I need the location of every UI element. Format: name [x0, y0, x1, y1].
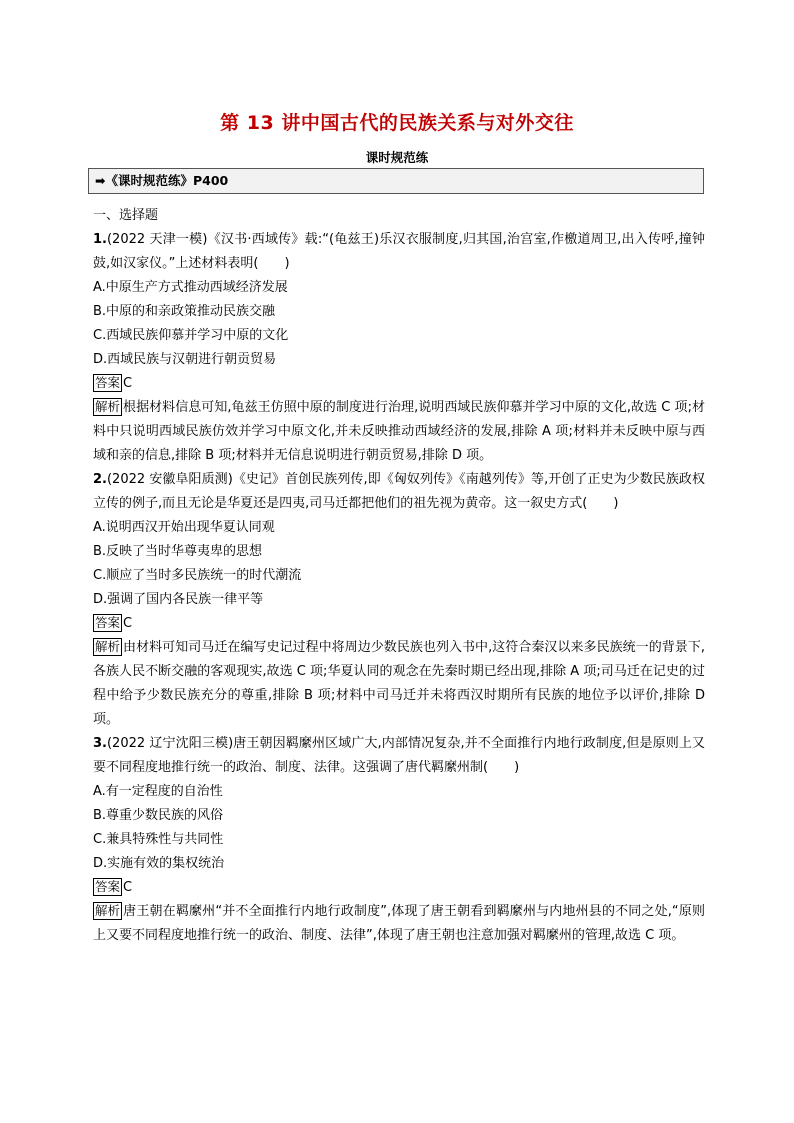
analysis-text: 由材料可知司马迁在编写史记过程中将周边少数民族也列入书中,这符合秦汉以来多民族统一的背景下,各族人民不断交融的客观现实,故选 C 项;华夏认同的观念在先秦时期已经出现,排除 A 项;司马迁在记史的过程中给予少数民族充分的尊重,排除 B 项;材料中司马迁并未将西汉时期所有民族的地位予以评价,排除 D 项。: [93, 640, 705, 727]
analysis-row: [93, 396, 705, 468]
option-d: D.强调了国内各民族一律平等: [93, 592, 264, 607]
answer-tag: 答案: [95, 879, 121, 894]
answer-value: C: [123, 376, 133, 391]
section-heading: 一、选择题: [93, 208, 159, 223]
reference-banner: ➡《课时规范练》P400: [88, 168, 704, 194]
question-2: [93, 468, 705, 732]
analysis-row: [93, 636, 705, 732]
question-stem: [93, 228, 705, 276]
answer-value: C: [123, 880, 133, 895]
question-text: (2022 安徽阜阳质测)《史记》首创民族列传,即《匈奴列传》《南越列传》等,开创了正史为少数民族政权立传的例子,而且无论是华夏还是四夷,司马迁都把他们的祖先视为黄帝。这一叙史方式( ): [93, 472, 705, 511]
option-c: C.顺应了当时多民族统一的时代潮流: [93, 568, 302, 583]
question-stem: [93, 732, 705, 780]
answer-tag: 答案: [95, 615, 121, 630]
page-title: 第 13 讲中国古代的民族关系与对外交往: [220, 112, 574, 134]
option-b: B.尊重少数民族的风俗: [93, 808, 224, 823]
option-d: D.实施有效的集权统治: [93, 856, 225, 871]
question-number: 2.: [93, 472, 107, 487]
question-number: 1.: [93, 232, 107, 247]
question-number: 3.: [93, 736, 107, 751]
question-text: (2022 天津一模)《汉书·西域传》载:“(龟兹王)乐汉衣服制度,归其国,治宫室,作檄道周卫,出入传呼,撞钟鼓,如汉家仪。”上述材料表明( ): [93, 232, 705, 271]
option-c: C.兼具特殊性与共同性: [93, 832, 224, 847]
option-b: B.中原的和亲政策推动民族交融: [93, 304, 276, 319]
question-stem: [93, 468, 705, 516]
option-a: A.有一定程度的自治性: [93, 784, 223, 799]
question-1: [93, 228, 705, 468]
analysis-row: [93, 900, 705, 948]
answer-row: [93, 372, 705, 396]
analysis-tag: 解析: [95, 639, 121, 654]
question-3: [93, 732, 705, 948]
answer-row: [93, 612, 705, 636]
question-text: (2022 辽宁沈阳三模)唐王朝因羁縻州区域广大,内部情况复杂,并不全面推行内地行政制度,但是原则上又要不同程度地推行统一的政治、制度、法律。这强调了唐代羁縻州制( ): [93, 736, 705, 775]
answer-tag: 答案: [95, 375, 121, 390]
option-a: A.中原生产方式推动西域经济发展: [93, 280, 288, 295]
answer-row: [93, 876, 705, 900]
option-b: B.反映了当时华尊夷卑的思想: [93, 544, 263, 559]
option-d: D.西域民族与汉朝进行朝贡贸易: [93, 352, 277, 367]
answer-value: C: [123, 616, 133, 631]
question-content: [93, 204, 705, 948]
analysis-tag: 解析: [95, 399, 121, 414]
option-c: C.西域民族仰慕并学习中原的文化: [93, 328, 289, 343]
page-subtitle: 课时规范练: [365, 150, 429, 165]
analysis-text: 唐王朝在羁縻州“并不全面推行内地行政制度”,体现了唐王朝看到羁縻州与内地州县的不同之处,“原则上又要不同程度地推行统一的政治、制度、法律”,体现了唐王朝也注意加强对羁縻州的管理,故选 C 项。: [93, 904, 705, 943]
analysis-tag: 解析: [95, 903, 121, 918]
option-a: A.说明西汉开始出现华夏认同观: [93, 520, 275, 535]
analysis-text: 根据材料信息可知,龟兹王仿照中原的制度进行治理,说明西域民族仰慕并学习中原的文化,故选 C 项;材料中只说明西域民族仿效并学习中原文化,并未反映推动西域经济的发展,排除 A 项;材料并未反映中原与西域和亲的信息,排除 B 项;材料并无信息说明进行朝贡贸易,排除 D 项。: [93, 400, 705, 463]
